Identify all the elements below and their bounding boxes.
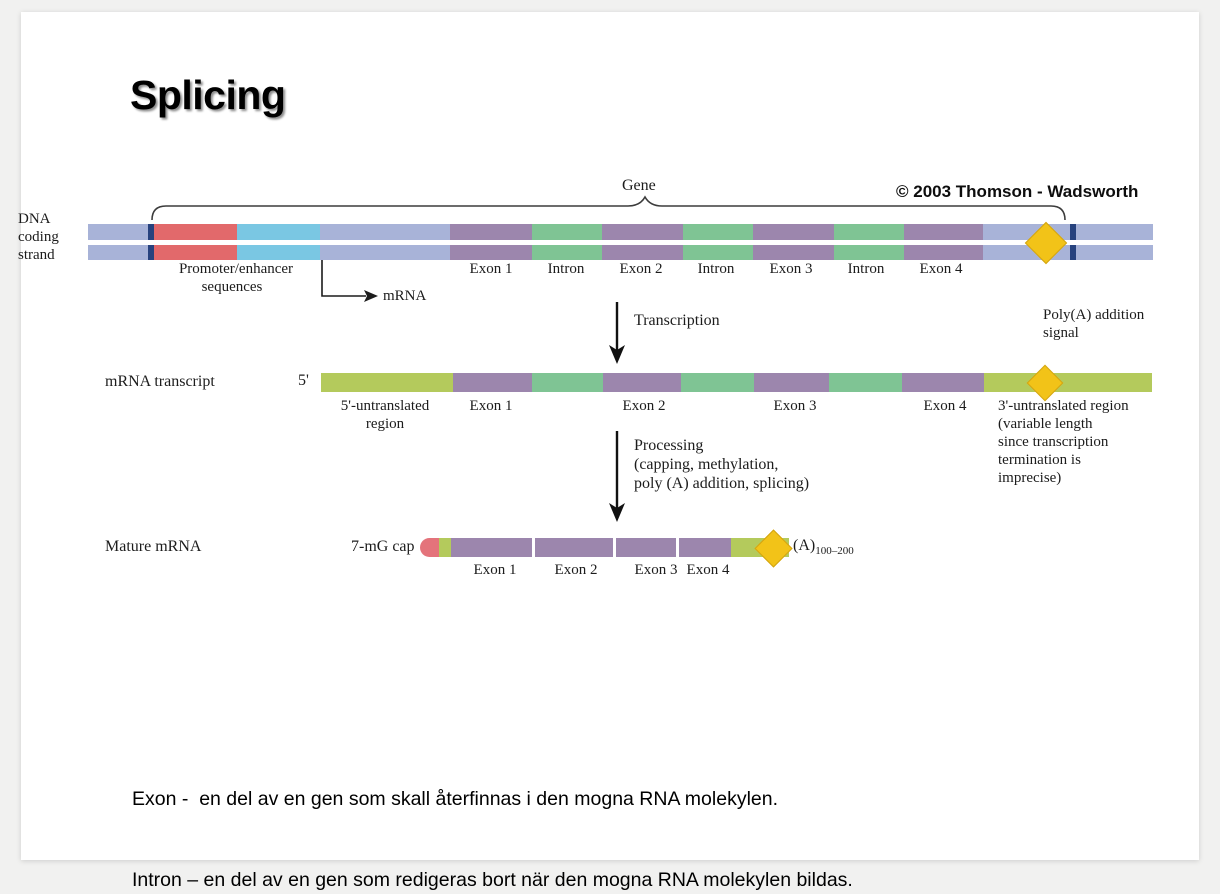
dna-intron2-label: Intron: [697, 261, 735, 277]
utr3-label-line1: 3'-untranslated region: [998, 398, 1129, 414]
promoter: [154, 224, 237, 240]
exon-2: [535, 538, 613, 557]
leader-region: [320, 245, 450, 260]
exon-3: [753, 245, 834, 260]
dna-side-label-line2: coding: [18, 229, 59, 245]
seven-mg-cap: [420, 538, 439, 557]
utr5-label-line2: region: [365, 416, 405, 432]
mature-mrna-bar: [0, 538, 1220, 557]
exon-1: [453, 373, 532, 392]
utr3-label-line3: since transcription: [998, 434, 1109, 450]
mature-exon1-label: Exon 1: [473, 562, 517, 578]
exon-1: [451, 538, 532, 557]
intron-1: [532, 224, 602, 240]
dna-intron1-label: Intron: [547, 261, 585, 277]
exon-1: [450, 245, 532, 260]
flank-left: [88, 245, 148, 260]
exon-3: [753, 224, 834, 240]
intron-2: [683, 245, 753, 260]
intron-1: [532, 373, 603, 392]
dna-exon1-label: Exon 1: [469, 261, 513, 277]
processing-label-line1: Processing: [634, 437, 704, 454]
flank-left: [88, 224, 148, 240]
exon-4: [902, 373, 984, 392]
polya-tail-text: (A): [793, 537, 816, 554]
slide-title: Splicing: [130, 72, 286, 118]
transcript-exon4-label: Exon 4: [923, 398, 967, 414]
polya-signal-label-line2: signal: [1043, 325, 1079, 341]
promoter-label-line1: Promoter/enhancer: [178, 261, 294, 277]
processing-label-line2: (capping, methylation,: [634, 456, 779, 473]
intron-3: [829, 373, 902, 392]
intron-3: [834, 245, 904, 260]
transcript-exon2-label: Exon 2: [622, 398, 666, 414]
exon-2: [602, 245, 683, 260]
dna-exon3-label: Exon 3: [769, 261, 813, 277]
flank-right: [1076, 224, 1153, 240]
intron-3: [834, 224, 904, 240]
cap-label: 7-mG cap: [351, 538, 415, 555]
mature-exon4-label: Exon 4: [686, 562, 730, 578]
enhancer: [237, 224, 320, 240]
polya-tail-subscript: 100–200: [815, 545, 854, 557]
utr3: [984, 373, 1152, 392]
five-prime-label: 5': [298, 372, 309, 389]
exon-4: [679, 538, 731, 557]
exon-definition: Exon - en del av en gen som skall återfinnas i den mogna RNA molekylen.: [132, 788, 779, 810]
mature-mrna-row-label: Mature mRNA: [105, 538, 202, 555]
flank-right: [1076, 245, 1153, 260]
dna-side-label-line1: DNA: [18, 211, 51, 227]
intron-2: [683, 224, 753, 240]
leader-region: [320, 224, 450, 240]
mature-exon2-label: Exon 2: [554, 562, 598, 578]
dna-exon2-label: Exon 2: [619, 261, 663, 277]
promoter: [154, 245, 237, 260]
exon-3: [754, 373, 829, 392]
exon-2: [603, 373, 681, 392]
processing-label-line3: poly (A) addition, splicing): [634, 475, 810, 492]
gene-label: Gene: [622, 177, 656, 194]
intron-2: [681, 373, 754, 392]
promoter-label-line2: sequences: [201, 279, 263, 295]
exon-1: [450, 224, 532, 240]
polya-tail-label: [793, 537, 854, 557]
transcript-exon1-label: Exon 1: [469, 398, 513, 414]
copyright-credit: © 2003 Thomson - Wadsworth: [896, 182, 1139, 201]
transcript-exon3-label: Exon 3: [773, 398, 817, 414]
utr3-label-line2: (variable length: [998, 416, 1093, 432]
intron-definition: Intron – en del av en gen som redigeras bort när den mogna RNA molekylen bildas.: [132, 869, 853, 891]
mrna-pointer-label: mRNA: [383, 288, 427, 304]
utr5-label-line1: 5'-untranslated: [340, 398, 430, 414]
polya-signal-label-line1: Poly(A) addition: [1043, 307, 1145, 323]
exon-4: [904, 224, 983, 240]
transcription-label: Transcription: [634, 312, 720, 329]
utr5-stub: [439, 538, 451, 557]
exon-3: [616, 538, 676, 557]
mrna-transcript-row-label: mRNA transcript: [105, 373, 215, 390]
dna-side-label-line3: strand: [18, 247, 55, 263]
utr3-label-line5: imprecise): [998, 470, 1062, 486]
enhancer: [237, 245, 320, 260]
dna-exon4-label: Exon 4: [919, 261, 963, 277]
intron-1: [532, 245, 602, 260]
utr5: [321, 373, 453, 392]
definition-notes: [132, 732, 853, 894]
mature-exon3-label: Exon 3: [634, 562, 678, 578]
exon-4: [904, 245, 983, 260]
dna-intron3-label: Intron: [847, 261, 885, 277]
utr3-label-line4: termination is: [998, 452, 1081, 468]
exon-2: [602, 224, 683, 240]
